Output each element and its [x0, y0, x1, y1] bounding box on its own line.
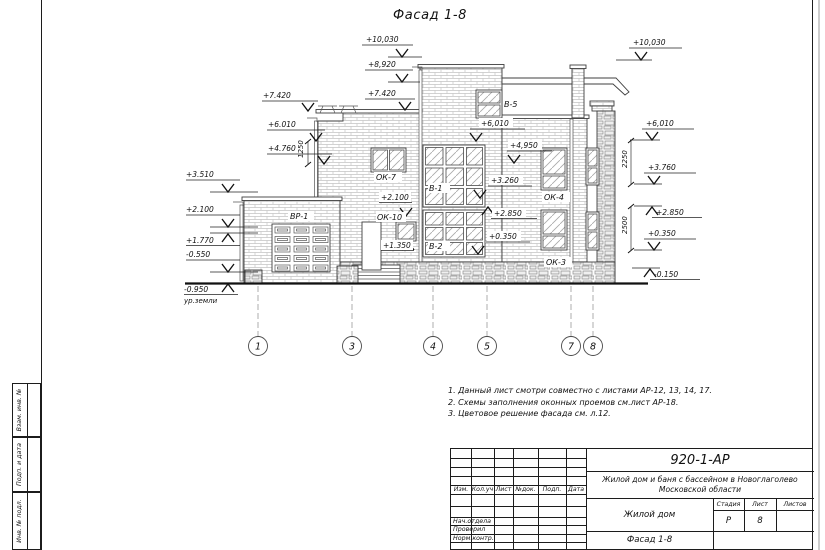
elevation-mark [381, 240, 414, 251]
note-line: 1. Данный лист смотри совместно с листами АР-12, 13, 14, 17. [448, 386, 712, 395]
elevation-mark [362, 35, 422, 57]
chimney-cap2 [592, 106, 612, 111]
dimension-2500 [621, 204, 634, 253]
window-v5 [476, 90, 502, 118]
axis-grid [249, 286, 603, 356]
svg-text:+4.760: +4.760 [268, 144, 296, 153]
svg-text:+2.850: +2.850 [494, 209, 522, 218]
axis-bubble [562, 337, 581, 356]
svg-text:5: 5 [483, 341, 491, 353]
sheet-title: Фасад 1-8 [392, 8, 468, 23]
opening-label: В-1 [429, 184, 443, 193]
svg-text:3: 3 [348, 341, 356, 353]
pillar-cap [570, 65, 586, 69]
elevation-mark [632, 268, 700, 280]
svg-text:+3.260: +3.260 [491, 176, 519, 185]
elevation-marks-right [616, 38, 702, 280]
opening-label: В-2 [429, 242, 443, 251]
elevation-mark [365, 89, 415, 110]
elevation-mark [634, 229, 696, 250]
svg-text:+3.510: +3.510 [186, 170, 214, 179]
svg-text:+2.850: +2.850 [656, 208, 684, 217]
opening-label: ВР-1 [290, 212, 309, 221]
axis-bubble [584, 337, 603, 356]
tb-sheets-label: Листов [783, 500, 807, 508]
ground-level-label: ур.земли [184, 297, 218, 305]
elevation-mark [634, 206, 702, 218]
svg-text:+0.350: +0.350 [648, 229, 676, 238]
tb-row-nachotdela: Нач.отдела [453, 517, 491, 525]
tb-stage-value: Р [725, 515, 732, 526]
stamp-inv-podl: Инв. № подл. [12, 492, 41, 550]
downpipe [419, 70, 422, 262]
tb-col-list: Лист [495, 486, 512, 493]
chimney-cap [590, 101, 614, 106]
opening-label: ОК-7 [376, 173, 396, 182]
svg-text:+7.420: +7.420 [263, 91, 291, 100]
window-ok3 [541, 210, 567, 250]
garage-pedestal [337, 266, 358, 283]
mid-block-cap [316, 110, 422, 114]
stone-corner-column [597, 111, 615, 283]
entrance-door [362, 222, 381, 270]
elevation-marks-top [362, 35, 422, 110]
elevation-mark [616, 38, 682, 60]
svg-text:+8,920: +8,920 [368, 60, 396, 69]
svg-text:+10,030: +10,030 [633, 38, 666, 47]
tall-block-cap [418, 65, 504, 69]
tb-col-data: Дата [567, 486, 585, 493]
svg-text:+2.100: +2.100 [381, 193, 409, 202]
svg-text:2250: 2250 [621, 150, 629, 168]
dimension-2250 [621, 138, 634, 187]
title-block [450, 448, 813, 550]
svg-text:1250: 1250 [297, 140, 305, 158]
note-line: 3. Цветовое решение фасада см. л.12. [448, 409, 611, 418]
elevation-mark [186, 170, 258, 192]
svg-text:+1.770: +1.770 [186, 236, 214, 245]
elevation-mark [262, 91, 318, 111]
window-v1 [423, 145, 485, 207]
tb-col-podp: Подп. [542, 486, 562, 493]
elevation-mark [630, 119, 694, 140]
opening-label: В-5 [504, 100, 518, 109]
axis-bubble [249, 337, 268, 356]
svg-text:+6,010: +6,010 [481, 119, 509, 128]
tb-object-name: Жилой дом [623, 509, 676, 520]
tb-col-izm: Изм. [453, 486, 469, 493]
tb-stage-label: Стадия [716, 500, 741, 508]
svg-text:+7.420: +7.420 [368, 89, 396, 98]
svg-text:-0.150: -0.150 [654, 270, 679, 279]
elevation-mark [365, 60, 420, 82]
svg-text:-0.550: -0.550 [186, 250, 211, 259]
axis-bubble [343, 337, 362, 356]
window-narrow-upper [586, 148, 599, 185]
stamp-vzam-inv: Взам. инв. № [12, 383, 41, 437]
tb-sheet-label: Лист [752, 500, 768, 508]
tb-sheets-value [776, 510, 814, 531]
downpipe [570, 119, 573, 262]
note-line: 2. Схемы заполнения оконных проемов см.лист АР-18. [448, 397, 679, 407]
tb-doc-code: 920-1-АР [670, 452, 730, 468]
elevation-mark [634, 163, 696, 184]
opening-label: ОК-10 [377, 213, 403, 222]
svg-text:+3.760: +3.760 [648, 163, 676, 172]
svg-text:+6.010: +6.010 [268, 120, 296, 129]
svg-text:7: 7 [567, 341, 575, 353]
elevation-mark [183, 284, 238, 305]
window-narrow-lower [586, 212, 599, 250]
svg-text:+4,950: +4,950 [510, 141, 538, 150]
canopy-fascia [502, 78, 629, 95]
svg-text:-0.950: -0.950 [184, 285, 209, 294]
svg-text:8: 8 [589, 341, 597, 353]
stamp-podp-data: Подп. и дата [12, 437, 41, 492]
notes [448, 385, 712, 420]
svg-text:2500: 2500 [621, 216, 629, 234]
dimension-1250 [297, 139, 311, 167]
garage-cap [242, 197, 342, 201]
window-ok4 [541, 148, 567, 190]
tb-col-dok: №док. [515, 486, 536, 493]
svg-text:1: 1 [254, 341, 262, 353]
downpipe [240, 205, 243, 281]
tb-row-normkontr: Норм.контр. [453, 534, 494, 542]
tb-col-koluch: Кол.уч [471, 486, 494, 493]
axis-bubble [478, 337, 497, 356]
tb-sheet-name: Фасад 1-8 [626, 535, 673, 545]
pillar [572, 68, 584, 118]
svg-text:+1.350: +1.350 [383, 241, 411, 250]
opening-label: ОК-3 [546, 258, 566, 267]
svg-text:+10,030: +10,030 [366, 35, 399, 44]
opening-label: ОК-4 [544, 193, 564, 202]
svg-text:4: 4 [429, 341, 437, 353]
tb-row-proveril: Проверил [453, 526, 486, 533]
svg-text:+2.100: +2.100 [186, 205, 214, 214]
svg-text:+6,010: +6,010 [646, 119, 674, 128]
svg-text:+0.350: +0.350 [489, 232, 517, 241]
tb-sheet-value: 8 [757, 515, 763, 526]
tb-project-name: Жилой дом и баня с бассейном в Новоглаголево Московской области [602, 474, 798, 494]
axis-bubble [424, 337, 443, 356]
